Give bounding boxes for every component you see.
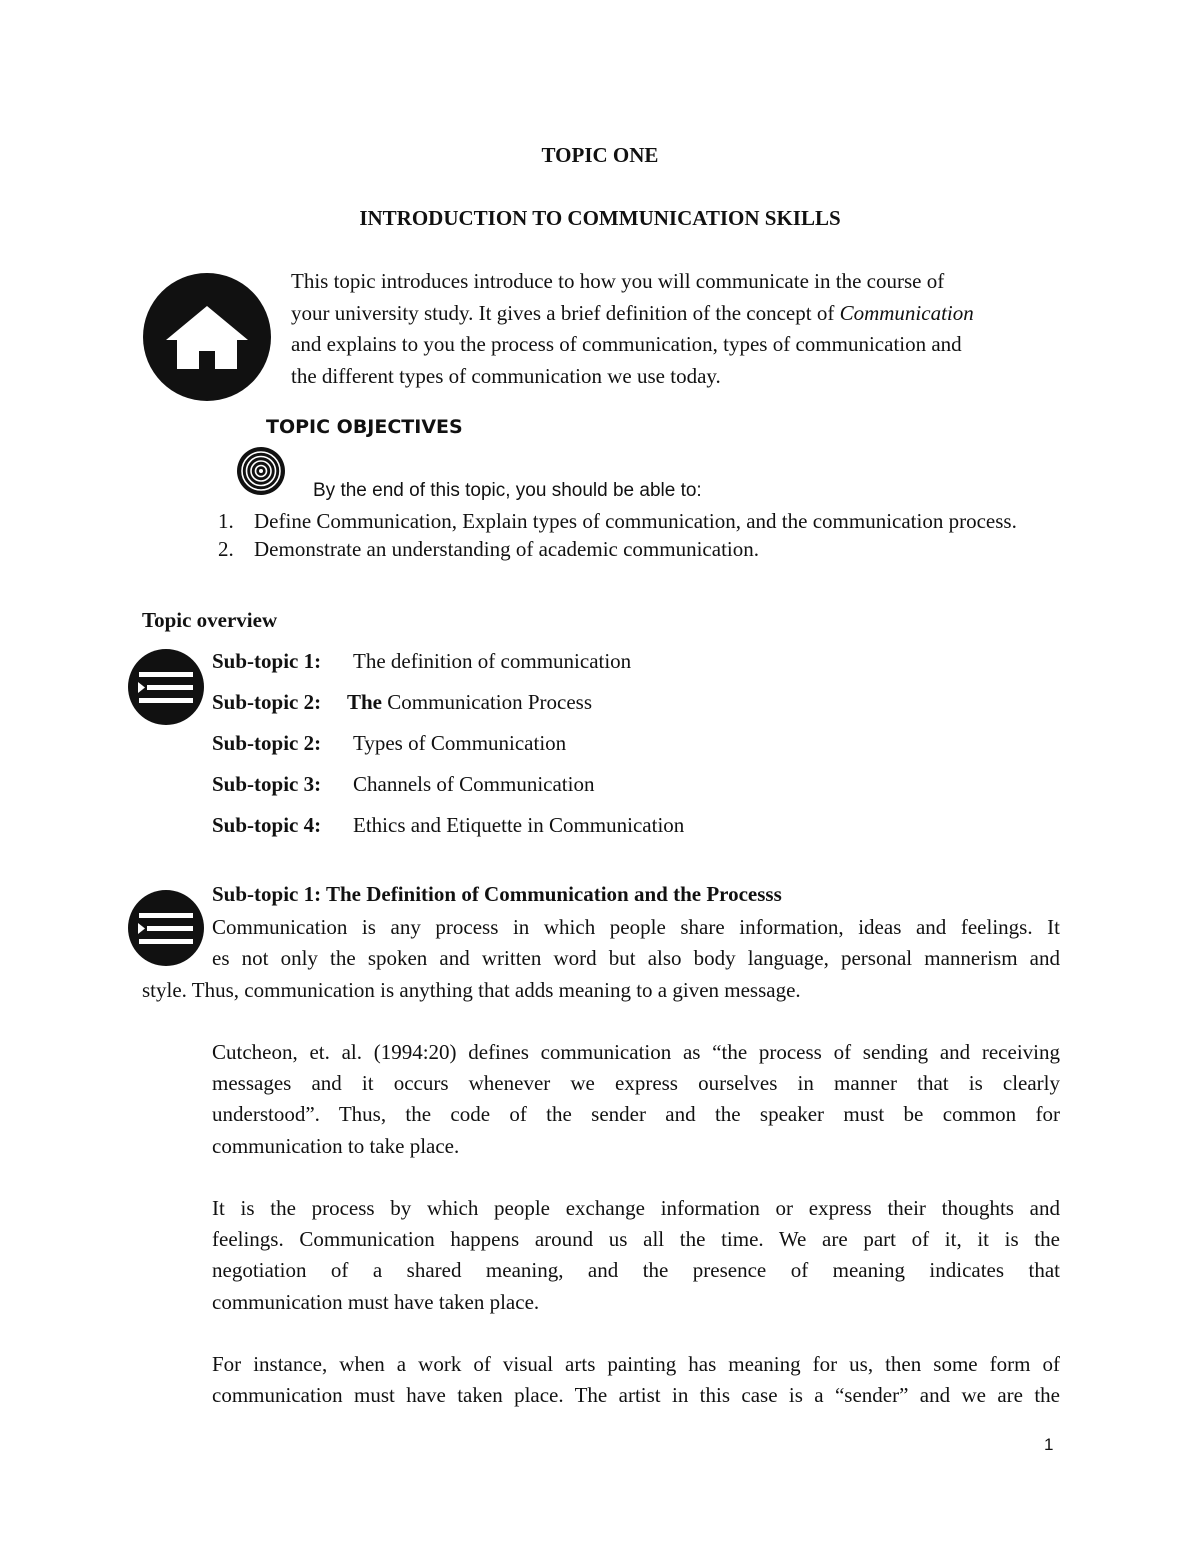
intro-line: and explains to you the process of communication, types of communication and [291, 332, 962, 356]
objectives-heading: TOPIC OBJECTIVES [266, 416, 463, 438]
subtopic-list [212, 648, 684, 853]
paragraph-line: For instance, when a work of visual arts painting has meaning for us, then some form of [212, 1352, 1060, 1376]
paragraph-line: communication must have taken place. The artist in this case is a “sender” and we are the [212, 1383, 1060, 1408]
list-number: 1. [218, 509, 234, 533]
target-icon [236, 446, 286, 496]
paragraph-line: feelings. Communication happens around us all the time. We are part of it, it is the [212, 1227, 1060, 1252]
paragraph-line: negotiation of a shared meaning, and the presence of meaning indicates that [212, 1258, 1060, 1283]
paragraph [142, 975, 1060, 1006]
intro-paragraph [291, 266, 1061, 392]
paragraph [212, 1037, 1060, 1162]
section-heading: Sub-topic 1: The Definition of Communication and the Processs [212, 882, 782, 906]
list-item-text: Demonstrate an understanding of academic communication. [254, 537, 759, 561]
subtopic-label: Sub-topic 2: [212, 731, 322, 755]
subtopic-text: Channels of Communication [353, 772, 595, 796]
paragraph-line: It is the process by which people exchange information or express their thoughts and [212, 1196, 1060, 1220]
intro-line: the different types of communication we use today. [291, 363, 721, 388]
overview-heading: Topic overview [142, 608, 278, 632]
subtopic-label: Sub-topic 2: [212, 690, 322, 714]
paragraph-line: communication must have taken place. [212, 1289, 540, 1314]
paragraph [212, 912, 1060, 974]
paragraph-line: Cutcheon, et. al. (1994:20) defines communication as “the process of sending and receiving [212, 1040, 1060, 1064]
subtopic-text: The definition of communication [353, 649, 632, 673]
paragraph-line: es not only the spoken and written word but also body language, personal mannerism and [212, 946, 1060, 971]
paragraph-line: communication to take place. [212, 1133, 460, 1158]
list-icon [127, 889, 205, 967]
subtopic-label: Sub-topic 1: [212, 649, 322, 673]
paragraph-line: messages and it occurs whenever we express ourselves in manner that is clearly [212, 1071, 1060, 1096]
list-number: 2. [218, 537, 234, 561]
subtopic-text: Types of Communication [353, 731, 567, 755]
paragraph-line: Communication is any process in which people share information, ideas and feelings. It [212, 915, 1060, 939]
subtopic-label: Sub-topic 4: [212, 813, 322, 837]
home-icon [142, 272, 272, 402]
list-icon [127, 648, 205, 726]
communication-emphasis: Communication [839, 300, 974, 325]
objectives-intro: By the end of this topic, you should be able to: [313, 480, 702, 501]
subtopic-row [212, 812, 684, 853]
objectives-list [218, 508, 1068, 563]
topic-subtitle: INTRODUCTION TO COMMUNICATION SKILLS [359, 206, 841, 230]
page-number: 1 [1044, 1435, 1054, 1454]
paragraph [212, 1193, 1060, 1318]
list-item-text: Define Communication, Explain types of communication, and the communication process. [254, 509, 1017, 533]
subtopic-row [212, 689, 684, 730]
paragraph-line: understood”. Thus, the code of the sender and the speaker must be common for [212, 1102, 1060, 1127]
list-item [218, 508, 1068, 535]
topic-title: TOPIC ONE [541, 143, 659, 167]
paragraph [212, 1349, 1060, 1411]
subtopic-row [212, 648, 684, 689]
subtopic-row [212, 730, 684, 771]
intro-line-text: your university study. It gives a brief definition of the concept of [291, 300, 840, 325]
subtopic-row [212, 771, 684, 812]
intro-line [291, 298, 1061, 330]
subtopic-text: Ethics and Etiquette in Communication [353, 813, 685, 837]
subtopic-text: Communication Process [387, 690, 592, 714]
list-item [218, 536, 1068, 563]
paragraph-line: style. Thus, communication is anything that adds meaning to a given message. [142, 978, 801, 1002]
subtopic-label-extra: The [347, 690, 383, 714]
subtopic-label: Sub-topic 3: [212, 772, 322, 796]
intro-line: This topic introduces introduce to how you will communicate in the course of [291, 269, 945, 293]
